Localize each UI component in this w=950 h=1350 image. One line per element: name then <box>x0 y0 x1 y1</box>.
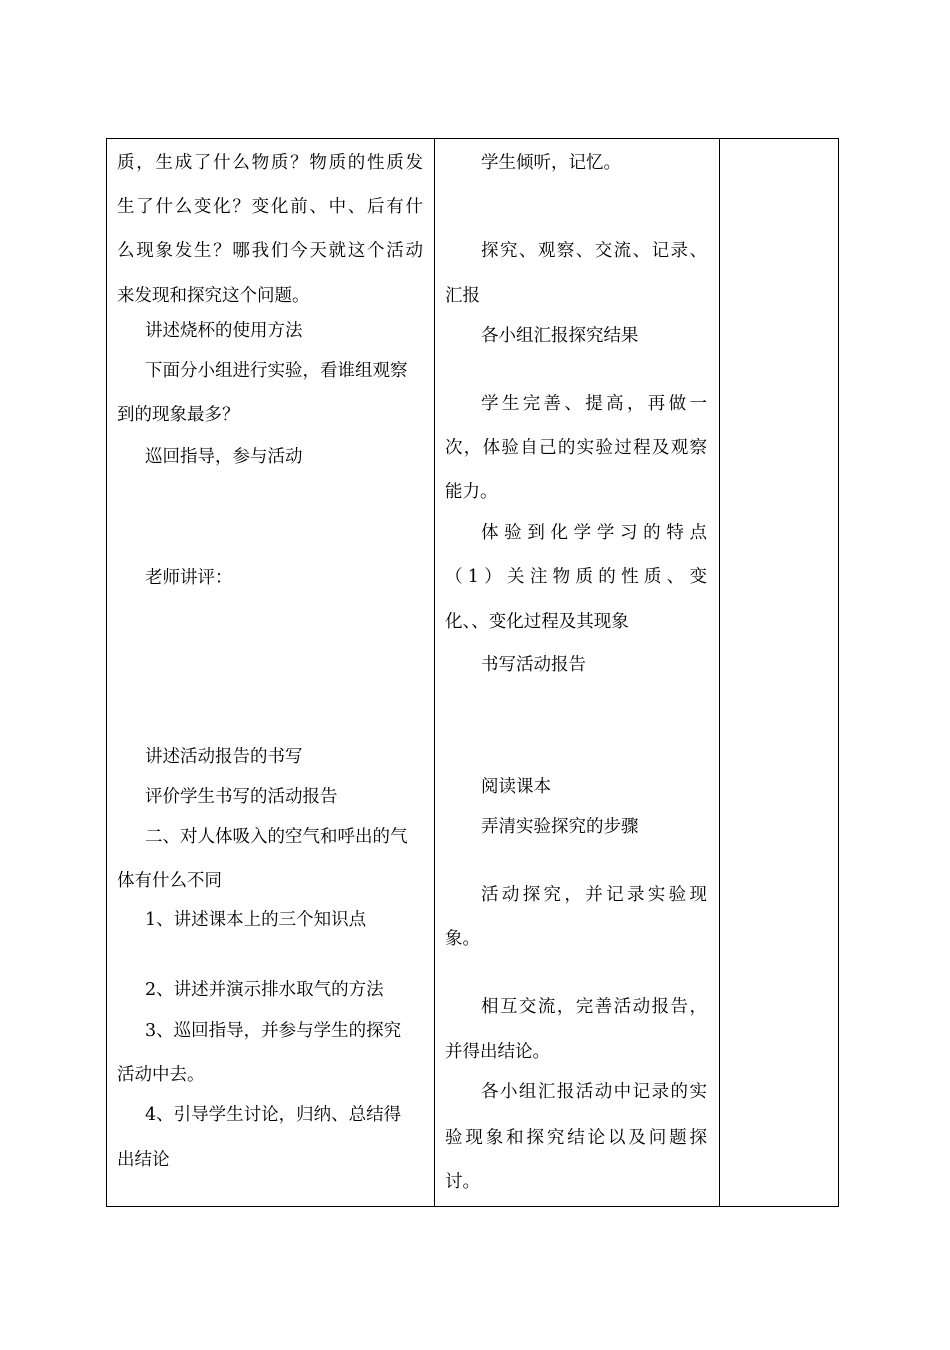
student-text-line: 体验到化学学习的特点 <box>481 523 707 543</box>
teacher-text-line: 下面分小组进行实验，看谁组观察 <box>145 361 408 381</box>
teacher-text-line: 质，生成了什么物质？物质的性质发 <box>117 153 423 173</box>
student-text-line: 学生倾听，记忆。 <box>481 153 621 173</box>
student-text-line: 化、、变化过程及其现象 <box>445 612 629 632</box>
teacher-text-line: 来发现和探究这个问题。 <box>117 286 310 306</box>
teacher-text-line: 巡回指导，参与活动 <box>145 447 303 467</box>
student-text-line: 探究、观察、交流、记录、 <box>481 241 707 261</box>
student-text-line: （1）关注物质的性质、变 <box>445 567 707 587</box>
teacher-activity-column <box>107 139 434 1206</box>
teacher-text-line: 4、引导学生讨论，归纳、总结得 <box>145 1105 402 1125</box>
student-text-line: 学生完善、提高，再做一 <box>481 394 707 414</box>
teacher-text-line: 老师讲评： <box>145 568 233 588</box>
student-text-line: 书写活动报告 <box>481 655 586 675</box>
student-text-line: 验现象和探究结论以及问题探 <box>445 1128 707 1148</box>
teacher-text-line: 1、讲述课本上的三个知识点 <box>145 910 367 930</box>
student-text-line: 能力。 <box>445 482 498 502</box>
teacher-text-line: 3、巡回指导，并参与学生的探究 <box>145 1021 402 1041</box>
student-text-line: 阅读课本 <box>481 777 551 797</box>
teacher-text-line: 2、讲述并演示排水取气的方法 <box>145 980 384 1000</box>
student-text-line: 活动探究，并记录实验现 <box>481 885 707 905</box>
student-text-line: 象。 <box>445 929 480 949</box>
lesson-plan-table <box>106 138 839 1207</box>
student-activity-column <box>435 139 719 1206</box>
teacher-text-line: 出结论 <box>117 1150 170 1170</box>
teacher-text-line: 评价学生书写的活动报告 <box>145 787 338 807</box>
teacher-text-line: 体有什么不同 <box>117 871 222 891</box>
student-text-line: 并得出结论。 <box>445 1042 550 1062</box>
student-text-line: 讨。 <box>445 1172 480 1192</box>
teacher-text-line: 么现象发生？哪我们今天就这个活动 <box>117 241 423 261</box>
student-text-line: 相互交流，完善活动报告， <box>481 997 707 1017</box>
teacher-text-line: 二、对人体吸入的空气和呼出的气 <box>145 827 408 847</box>
student-text-line: 弄清实验探究的步骤 <box>481 817 639 837</box>
notes-column <box>720 139 838 1206</box>
student-text-line: 各小组汇报探究结果 <box>481 326 639 346</box>
teacher-text-line: 讲述烧杯的使用方法 <box>145 321 303 341</box>
teacher-text-line: 活动中去。 <box>117 1065 205 1085</box>
student-text-line: 次，体验自己的实验过程及观察 <box>445 438 707 458</box>
teacher-text-line: 到的现象最多？ <box>117 405 240 425</box>
teacher-text-line: 生了什么变化？变化前、中、后有什 <box>117 197 423 217</box>
student-text-line: 汇报 <box>445 286 480 306</box>
teacher-text-line: 讲述活动报告的书写 <box>145 747 303 767</box>
student-text-line: 各小组汇报活动中记录的实 <box>481 1082 707 1102</box>
